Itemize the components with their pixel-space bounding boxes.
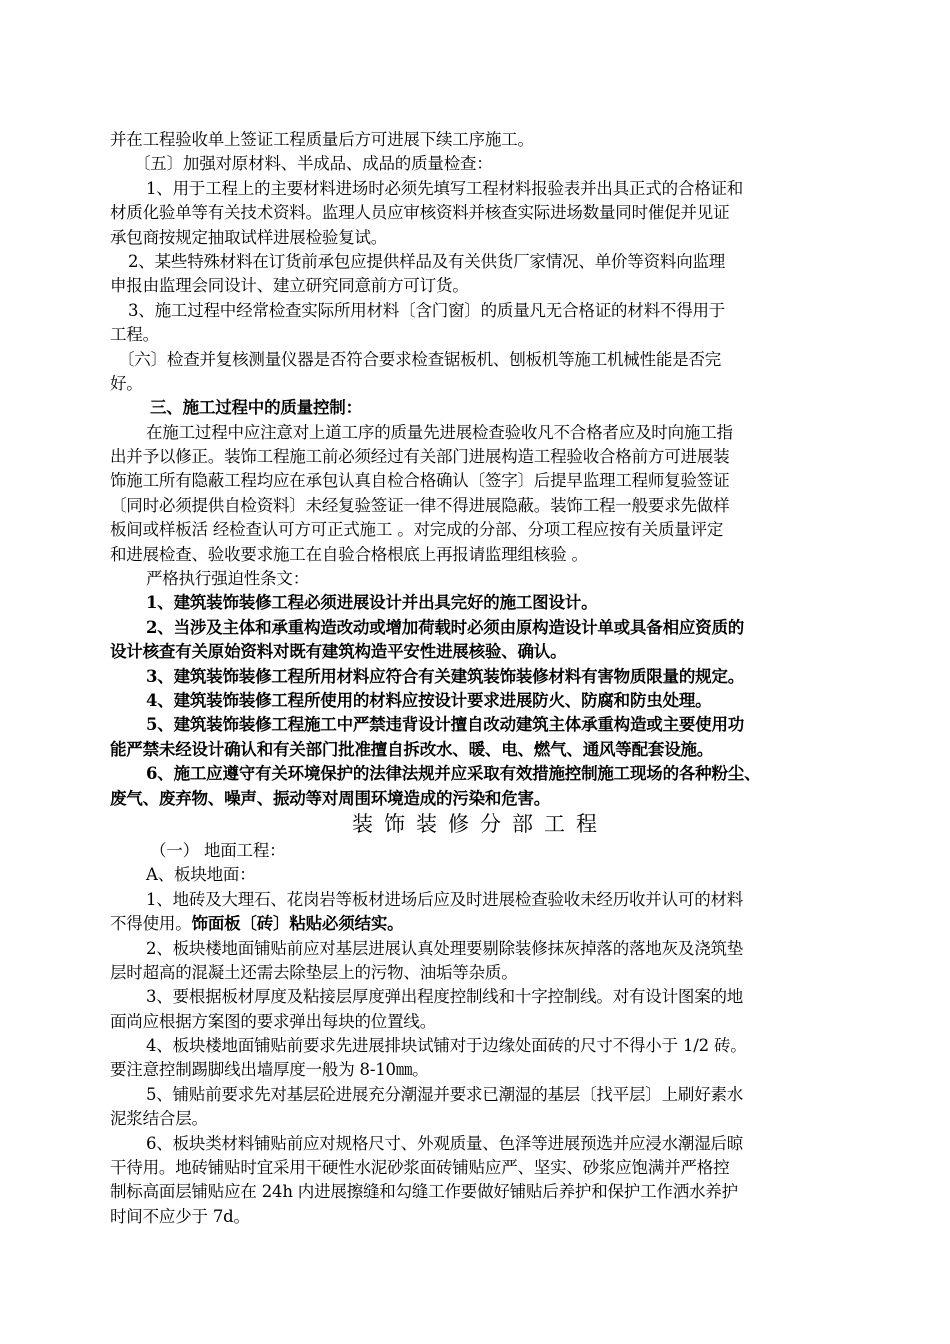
text-line bbox=[110, 1010, 850, 1034]
text-line bbox=[110, 1156, 850, 1180]
text-line bbox=[110, 738, 850, 762]
text-line-content: A、板块地面： bbox=[146, 865, 256, 885]
text-line bbox=[110, 1180, 850, 1204]
text-line-content: 3、建筑装饰装修工程所用材料应符合有关建筑装饰装修材料有害物质限量的规定。 bbox=[146, 666, 745, 686]
text-line-content: 三、施工过程中的质量控制： bbox=[150, 398, 362, 418]
text-line bbox=[110, 912, 850, 936]
text-line bbox=[110, 1107, 850, 1131]
text-line bbox=[110, 543, 850, 567]
text-line bbox=[110, 445, 850, 469]
text-line-content: 面尚应根据方案图的要求弹出每块的位置线。 bbox=[110, 1011, 437, 1031]
text-line-content: 能严禁未经设计确认和有关部门批准擅自拆改水、暖、电、燃气、通风等配套设施。 bbox=[110, 739, 714, 759]
text-line bbox=[110, 985, 850, 1009]
text-line-content: 泥浆结合层。 bbox=[110, 1109, 208, 1129]
text-line bbox=[110, 616, 850, 640]
text-line-content: 废气、废弃物、噪声、振动等对周围环境造成的污染和危害。 bbox=[110, 788, 551, 808]
text-line bbox=[110, 299, 850, 323]
text-line bbox=[110, 128, 850, 152]
text-line-content: 干待用。地砖铺贴时宜采用干硬性水泥砂浆面砖铺贴应严、坚实、砂浆应饱满并严格控 bbox=[110, 1158, 730, 1178]
text-line bbox=[110, 494, 850, 518]
text-line-content: 工程。 bbox=[110, 325, 159, 345]
text-line-content: 2、板块楼地面铺贴前应对基层进展认真处理要剔除装修抹灰掉落的落地灰及浇筑垫 bbox=[146, 938, 744, 958]
text-line bbox=[110, 1083, 850, 1107]
text-line bbox=[110, 372, 850, 396]
body-text-block-2 bbox=[110, 839, 850, 1229]
text-line-content: 〔六〕检查并复核测量仪器是否符合要求检查锯板机、刨板机等施工机械性能是否完 bbox=[118, 349, 722, 369]
text-line-content: 严格执行强迫性条文： bbox=[146, 569, 310, 589]
text-line bbox=[110, 689, 850, 713]
text-line-content: 6、板块类材料铺贴前应对规格尺寸、外观质量、色泽等进展预选并应浸水潮湿后晾 bbox=[146, 1133, 744, 1153]
text-line-content: 1、地砖及大理石、花岗岩等板材进场后应及时进展检查验收未经历收并认可的材料 bbox=[146, 889, 744, 909]
text-line bbox=[110, 152, 850, 176]
text-line-content: 6、施工应遵守有关环境保护的法律法规并应采取有效措施控制施工现场的各种粉尘、 bbox=[146, 764, 761, 784]
text-line bbox=[110, 469, 850, 493]
text-line bbox=[110, 1034, 850, 1058]
text-line-content: 在施工过程中应注意对上道工序的质量先进展检查验收凡不合格者应及时向施工指 bbox=[146, 422, 733, 442]
text-line bbox=[110, 1132, 850, 1156]
text-line-content: 要注意控制踢脚线出墙厚度一般为 8-10㎜。 bbox=[110, 1060, 429, 1080]
text-line-content: 〔五〕加强对原材料、半成品、成品的质量检查： bbox=[134, 154, 493, 174]
text-line bbox=[110, 177, 850, 201]
text-line bbox=[110, 713, 850, 737]
section-title: 装饰装修分部工程 bbox=[352, 811, 608, 836]
text-line bbox=[110, 421, 850, 445]
bold-emphasis: 饰面板〔砖〕粘贴必须结实。 bbox=[191, 914, 404, 934]
body-text-block-1 bbox=[110, 128, 850, 811]
text-line-content: 1、用于工程上的主要材料进场时必须先填写工程材料报验表并出具正式的合格证和 bbox=[146, 178, 744, 198]
text-line-content: （一） 地面工程： bbox=[150, 840, 286, 860]
text-line-content: 〔同时必须提供自检资料〕未经复验签证一律不得进展隐蔽。装饰工程一般要求先做样 bbox=[110, 495, 730, 515]
text-line bbox=[110, 762, 850, 786]
text-line bbox=[110, 323, 850, 347]
text-line bbox=[110, 888, 850, 912]
text-line-content: 设计核查有关原始资料对既有建筑构造平安性进展核验、确认。 bbox=[110, 642, 567, 662]
text-line-content: 4、板块楼地面铺贴前要求先进展排块试铺对于边缘处面砖的尺寸不得小于 1/2 砖。 bbox=[146, 1036, 747, 1056]
text-line-content: 2、当涉及主体和承重构造改动或增加荷载时必须由原构造设计单或具备相应资质的 bbox=[146, 617, 745, 637]
text-line bbox=[110, 567, 850, 591]
text-line bbox=[110, 201, 850, 225]
text-line-content: 时间不应少于 7d。 bbox=[110, 1206, 250, 1226]
text-line-content: 3、要根据板材厚度及粘接层厚度弹出程度控制线和十字控制线。对有设计图案的地 bbox=[146, 987, 744, 1007]
text-line-content: 和进展检查、验收要求施工在自验合格根底上再报请监理组核验 。 bbox=[110, 544, 588, 564]
text-line bbox=[110, 226, 850, 250]
text-line-content: 2、某些特殊材料在订货前承包应提供样品及有关供货厂家情况、单价等资料向监理 bbox=[128, 251, 726, 271]
text-line-content: 板间或样板活 经检查认可方可正式施工 。对完成的分部、分项工程应按有关质量评定 bbox=[110, 520, 724, 540]
text-line bbox=[110, 1205, 850, 1229]
text-line bbox=[110, 396, 850, 420]
text-line-content: 不得使用。 bbox=[110, 914, 192, 934]
text-line bbox=[110, 1058, 850, 1082]
text-line-content: 制标高面层铺贴应在 24h 内进展擦缝和勾缝工作要做好铺贴后养护和保护工作洒水养护 bbox=[110, 1182, 738, 1202]
text-line bbox=[110, 839, 850, 863]
text-line bbox=[110, 665, 850, 689]
text-line-content: 1、建筑装饰装修工程必须进展设计并出具完好的施工图设计。 bbox=[146, 593, 598, 613]
text-line-content: 材质化验单等有关技术资料。监理人员应审核资料并核查实际进场数量同时催促并见证 bbox=[110, 203, 730, 223]
text-line-content: 承包商按规定抽取试样进展检验复试。 bbox=[110, 227, 388, 247]
text-line-content: 申报由监理会同设计、建立研究同意前方可订货。 bbox=[110, 276, 469, 296]
text-line-content: 5、铺贴前要求先对基层砼进展充分潮湿并要求已潮湿的基层〔找平层〕上刷好素水 bbox=[146, 1084, 744, 1104]
text-line-content: 3、施工过程中经常检查实际所用材料〔含门窗〕的质量凡无合格证的材料不得用于 bbox=[128, 300, 726, 320]
text-line bbox=[110, 274, 850, 298]
text-line-content: 饰施工所有隐蔽工程均应在承包认真自检合格确认〔签字〕后提早监理工程师复验签证 bbox=[110, 471, 730, 491]
text-line bbox=[110, 348, 850, 372]
text-line bbox=[110, 787, 850, 811]
text-line-content: 出并予以修正。装饰工程施工前必须经过有关部门进展构造工程验收合格前方可进展装 bbox=[110, 447, 730, 467]
text-line bbox=[110, 591, 850, 615]
text-line bbox=[110, 937, 850, 961]
text-line bbox=[110, 518, 850, 542]
text-line bbox=[110, 250, 850, 274]
text-line-content: 层时超高的混凝土还需去除垫层上的污物、油垢等杂质。 bbox=[110, 962, 518, 982]
document-page bbox=[110, 128, 850, 1229]
text-line bbox=[110, 863, 850, 887]
text-line-content: 5、建筑装饰装修工程施工中严禁违背设计擅自改动建筑主体承重构造或主要使用功 bbox=[146, 715, 745, 735]
text-line bbox=[110, 961, 850, 985]
text-line-content: 好。 bbox=[110, 373, 143, 393]
text-line bbox=[110, 640, 850, 664]
text-line-content: 4、建筑装饰装修工程所使用的材料应按设计要求进展防火、防腐和防虫处理。 bbox=[146, 690, 712, 710]
text-line-content: 并在工程验收单上签证工程质量后方可进展下续工序施工。 bbox=[110, 130, 534, 149]
